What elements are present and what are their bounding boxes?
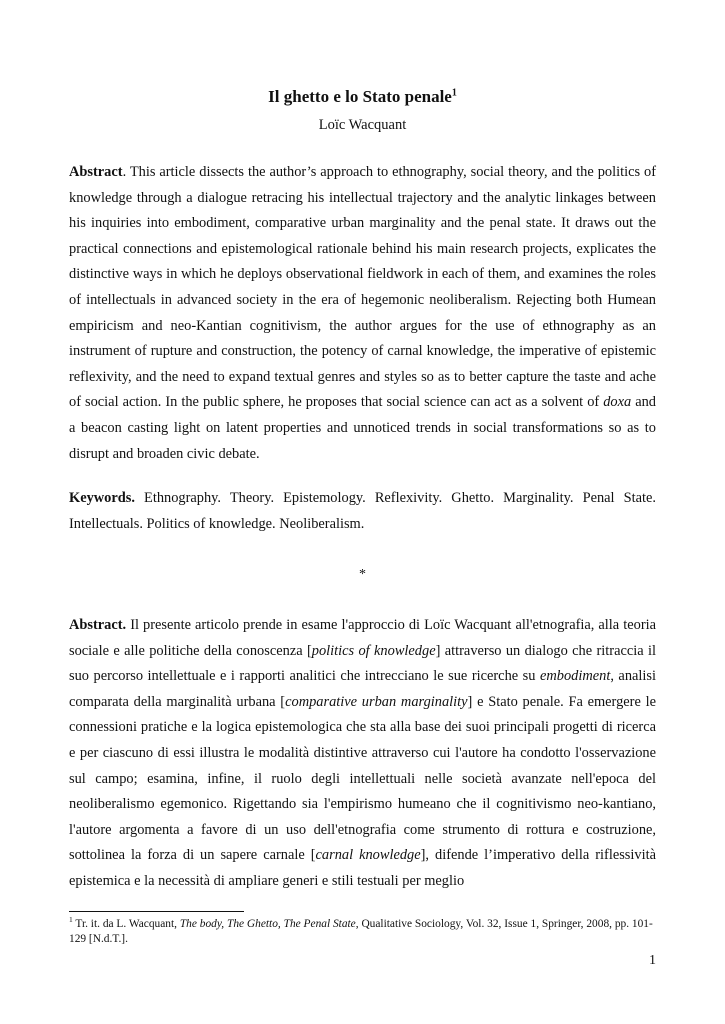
footnote-ref: 1 [69,915,73,925]
keywords [69,486,656,537]
author-name: Loïc Wacquant [318,117,407,133]
title-text: Il ghetto e lo Stato penale [268,87,452,106]
abstract-text-part2: and a beacon casting light on latent properties and unnoticed trends in social transformations so as to disrupt and broaden civic debate. [69,394,656,462]
title-footnote-ref: 1 [451,87,457,99]
footnote [69,917,656,947]
abstract-label: Abstract [69,164,123,180]
abstract-label-sep: . [122,164,127,180]
abstract-it-text-4: ] e Stato penale. Fa emergere le connessioni pratiche e la logica epistemologica che sta alla base dei suoi principali progetti di ricerca e per ciascuno di essi illustra le modalità distintive attraverso cui l'autore ha condotto l'osservazione sul campo; esamina, infine, il ruolo degli intellettuali nelle società avanzate nell'epoca del neoliberalismo egemonico. Rigettando sia l'empirismo humeano che il cognitivismo neo-kantiano, l'autore argomenta a favore di un uso dell'etnografia come strumento di rottura e costruzione, sottolinea la forza di un sapere carnale [ [69,693,656,864]
abstract-it-text-1: Il presente articolo prende in esame l'approccio di Loïc Wacquant all'etnografia, alla teoria sociale e alle politiche della conoscenza [ [69,617,656,659]
footnote-divider [69,911,244,912]
section-separator: * [359,567,366,582]
abstract-it-italic-1: politics of knowledge [311,642,436,659]
abstract-italic-doxa: doxa [603,394,632,411]
keywords-text: Ethnography. Theory. Epistemology. Reflexivity. Ghetto. Marginality. Penal State. Intellectuals. Politics of knowledge. Neoliberalism. [69,490,656,532]
document-title [0,86,725,108]
abstract-it-text-2: ] attraverso un dialogo che ritraccia il suo percorso intellettuale e i rapporti analitici che intrecciano le sue ricerche su [69,642,656,685]
abstract-it-text-5: ], difende l’imperativo della riflessività epistemica e la necessità di ampliare generi e stili testuali per meglio [69,847,656,889]
abstract-it-italic-2: embodiment [539,668,611,685]
abstract-it-italic-4: carnal knowledge [315,847,421,864]
abstract-english [69,160,656,467]
footnote-text-2: , Qualitative Sociology, Vol. 32, Issue 1, Springer, 2008, pp. 101-129 [N.d.T.]. [69,918,653,945]
footnote-italic: The body, The Ghetto, The Penal State [179,918,356,930]
abstract-it-label: Abstract. [69,617,127,633]
footnote-text-1: Tr. it. da L. Wacquant, [72,918,180,930]
abstract-text-part1: This article dissects the author’s approach to ethnography, social theory, and the politics of knowledge through a dialogue retracing his intellectual trajectory and the analytic linkages between his inquiries into embodiment, comparative urban marginality and the penal state. It draws out the practical connections and epistemological rationale behind his main research projects, explicates the distinctive ways in which he deploys observational fieldwork in each of them, and examines the roles of intellectuals in advanced society in the era of hegemonic neoliberalism. Rejecting both Humean empiricism and neo-Kantian cognitivism, the author argues for the use of ethnography as an instrument of rupture and construction, the potency of carnal knowledge, the imperative of epistemic reflexivity, and the need to expand textual genres and styles so as to better capture the taste and ache of social action. In the public sphere, he proposes that social science can act as a solvent of [69,164,656,411]
keywords-label: Keywords. [69,490,135,506]
page-number: 1 [649,953,656,968]
abstract-it-italic-3: comparative urban marginality [285,693,468,710]
abstract-italian [69,613,656,895]
abstract-it-text-3: , analisi comparata della marginalità urbana [ [69,668,657,710]
